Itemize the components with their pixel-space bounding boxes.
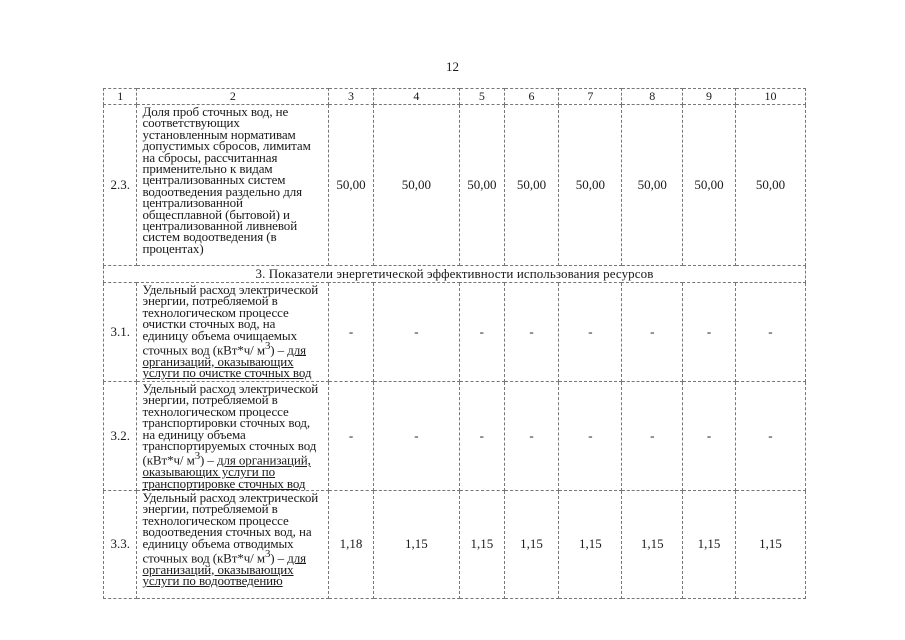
row-number: 3.3. — [104, 490, 137, 598]
value-cell: 1,15 — [504, 490, 559, 598]
row-note: для организаций, оказывающих услуги по водоотведению — [142, 550, 307, 589]
value-cell: - — [683, 382, 736, 491]
value-cell: 1,15 — [460, 490, 505, 598]
header-cell: 6 — [504, 89, 559, 105]
header-cell: 5 — [460, 89, 505, 105]
header-row — [104, 89, 806, 105]
section-heading: 3. Показатели энергетической эффективности использования ресурсов — [104, 266, 806, 283]
value-cell: - — [559, 283, 622, 382]
value-cell: 50,00 — [460, 105, 505, 266]
row-description: Удельный расход электрической энергии, потребляемой в технологическом процессе транспортировки сточных вод, на единицу объема транспортируемых сточных вод (кВт*ч/ $м^3$) – для организаций, оказывающих услуги по транспортировке сточных вод — [137, 382, 329, 491]
row-number: 3.1. — [104, 283, 137, 382]
value-cell: - — [622, 382, 683, 491]
row-description: Доля проб сточных вод, не соответствующих установленным нормативам допустимых сбросов, лимитам на сбросы, рассчитанная применительно к видам централизованных систем водоотведения раздельно для централизованной общесплавной (бытовой) и централизованной ливневой систем водоотведения (в процентах) — [137, 105, 329, 266]
value-cell: - — [373, 283, 459, 382]
value-cell: - — [622, 283, 683, 382]
value-cell: - — [329, 283, 374, 382]
table-row-3-1 — [104, 283, 806, 382]
header-cell: 1 — [104, 89, 137, 105]
indicators-table — [103, 88, 806, 599]
value-cell: 50,00 — [559, 105, 622, 266]
row-description: Удельный расход электрической энергии, потребляемой в технологическом процессе очистки сточных вод, на единицу объема очищаемых сточных вод (кВт*ч/ $м^3$) – для организаций, оказывающих услуги по очистке сточных вод — [137, 283, 329, 382]
header-cell: 2 — [137, 89, 329, 105]
value-cell: - — [373, 382, 459, 491]
row-note: для организаций, оказывающих услуги по транспортировке сточных вод — [142, 452, 311, 491]
value-cell: 1,15 — [683, 490, 736, 598]
table-row-2-3 — [104, 105, 806, 266]
row-number: 3.2. — [104, 382, 137, 491]
value-cell: - — [329, 382, 374, 491]
value-cell: 1,15 — [622, 490, 683, 598]
header-cell: 9 — [683, 89, 736, 105]
value-cell: 1,15 — [373, 490, 459, 598]
table-row-3-3 — [104, 490, 806, 598]
value-cell: - — [735, 382, 805, 491]
section-row — [104, 266, 806, 283]
value-cell: - — [460, 283, 505, 382]
value-cell: - — [504, 283, 559, 382]
value-cell: - — [504, 382, 559, 491]
value-cell: 1,15 — [735, 490, 805, 598]
value-cell: 50,00 — [622, 105, 683, 266]
value-cell: 50,00 — [329, 105, 374, 266]
table-row-3-2 — [104, 382, 806, 491]
value-cell: 1,15 — [559, 490, 622, 598]
header-cell: 8 — [622, 89, 683, 105]
header-cell: 3 — [329, 89, 374, 105]
value-cell: 50,00 — [504, 105, 559, 266]
value-cell: 50,00 — [683, 105, 736, 266]
value-cell: 1,18 — [329, 490, 374, 598]
page-number: 12 — [446, 59, 459, 74]
value-cell: - — [559, 382, 622, 491]
row-description: Удельный расход электрической энергии, потребляемой в технологическом процессе водоотведения сточных вод, на единицу объема отводимых сточных вод (кВт*ч/ $м^3$) – для организаций, оказывающих услуги по водоотведению — [137, 490, 329, 598]
row-number: 2.3. — [104, 105, 137, 266]
value-cell: 50,00 — [735, 105, 805, 266]
value-cell: - — [683, 283, 736, 382]
row-note: для организаций, оказывающих услуги по очистке сточных вод — [142, 342, 312, 381]
header-cell: 10 — [735, 89, 805, 105]
value-cell: - — [735, 283, 805, 382]
value-cell: 50,00 — [373, 105, 459, 266]
header-cell: 4 — [373, 89, 459, 105]
value-cell: - — [460, 382, 505, 491]
header-cell: 7 — [559, 89, 622, 105]
